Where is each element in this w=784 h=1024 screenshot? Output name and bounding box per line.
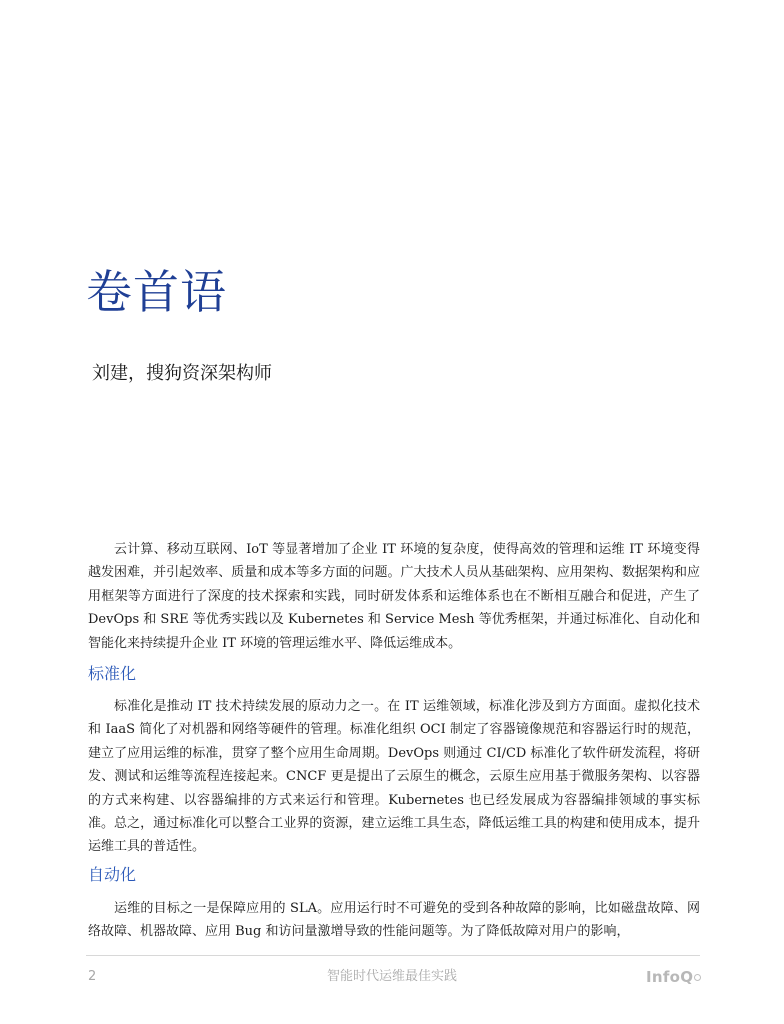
page-number: 2 [88,969,97,984]
intro-paragraph: 云计算、移动互联网、IoT 等显著增加了企业 IT 环境的复杂度，使得高效的管理和运维 IT 环境变得越发困难，并引起效率、质量和成本等多方面的问题。广大技术人员从基础架构、应用架构、数据架构和应用框架等方面进行了深度的技术探索和实践，同时研发体系和运维体系也在不断相互融合和促进，产生了 DevOps 和 SRE 等优秀实践以及 Kubernetes 和 Service Mesh 等优秀框架，并通过标准化、自动化和智能化来持续提升企业 IT 环境的管理运维水平、降低运维成本。 [88,542,700,651]
logo-mark-icon [694,974,701,981]
footer-book-title: 智能时代运维最佳实践 [326,969,457,984]
section-heading-automation: 自动化 [88,865,137,884]
infoq-logo [646,968,701,986]
footer-divider [86,955,700,956]
section-body-automation: 运维的目标之一是保障应用的 SLA。应用运行时不可避免的受到各种故障的影响，比如磁盘故障、网络故障、机器故障、应用 Bug 和访问量激增导致的性能问题等。为了降低故障对用户的影响， [88,901,700,940]
author-line: 刘建，搜狗资深架构师 [92,363,272,384]
section-body-standardization: 标准化是推动 IT 技术持续发展的原动力之一。在 IT 运维领域，标准化涉及到方方面面。虚拟化技术和 IaaS 简化了对机器和网络等硬件的管理。标准化组织 OCI 制定了容器镜像规范和容器运行时的规范，建立了应用运维的标准，贯穿了整个应用生命周期。DevOps 则通过 CI/CD 标准化了软件研发流程，将研发、测试和运维等流程连接起来。CNCF 更是提出了云原生的概念，云原生应用基于微服务架构、以容器的方式来构建、以容器编排的方式来运行和管理。Kubernetes 也已经发展成为容器编排领域的事实标准。总之，通过标准化可以整合工业界的资源，建立运维工具生态，降低运维工具的构建和使用成本，提升运维工具的普适性。 [88,699,700,855]
page-title: 卷首语 [86,265,227,319]
section-heading-standardization: 标准化 [88,664,137,683]
logo-text: InfoQ [646,968,694,986]
